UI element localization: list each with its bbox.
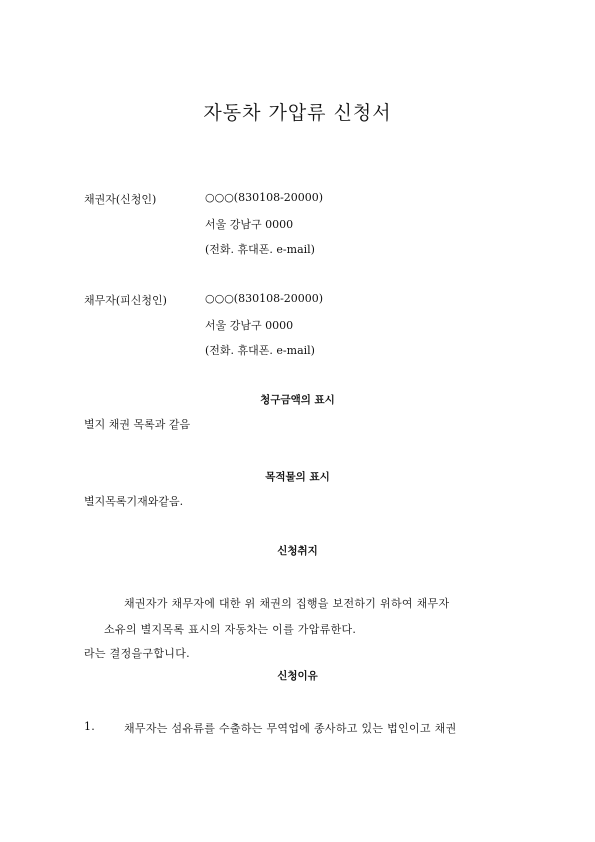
- reason-heading: 신청이유: [277, 670, 318, 682]
- creditor-contact: (전화. 휴대폰. e-mail): [205, 243, 315, 256]
- creditor-address: 서울 강남구 0000: [205, 218, 294, 231]
- creditor-label: 채권자(신청인): [84, 193, 157, 206]
- debtor-address: 서울 강남구 0000: [205, 319, 294, 332]
- claim-text: 별지 채권 목록과 같음: [84, 418, 191, 431]
- creditor-id: ○○○(830108-20000): [205, 191, 324, 204]
- claim-heading: 청구금액의 표시: [260, 394, 335, 406]
- object-text: 별지목록기재와같음.: [84, 495, 184, 508]
- purpose-line-2: 소유의 별지목록 표시의 자동차는 이를 가압류한다.: [104, 623, 357, 636]
- debtor-label: 채무자(피신청인): [84, 294, 167, 307]
- debtor-id: ○○○(830108-20000): [205, 292, 324, 305]
- purpose-heading: 신청취지: [277, 545, 318, 557]
- purpose-line-3: 라는 결정을구합니다.: [84, 647, 190, 660]
- document-title: 자동차 가압류 신청서: [203, 102, 392, 124]
- reason-item-1-text: 채무자는 섬유류를 수출하는 무역업에 종사하고 있는 법인이고 채권: [124, 722, 457, 735]
- debtor-contact: (전화. 휴대폰. e-mail): [205, 344, 315, 357]
- object-heading: 목적물의 표시: [265, 471, 330, 483]
- reason-item-1-number: 1.: [84, 720, 96, 733]
- purpose-line-1: 채권자가 채무자에 대한 위 채권의 집행을 보전하기 위하여 채무자: [124, 597, 450, 610]
